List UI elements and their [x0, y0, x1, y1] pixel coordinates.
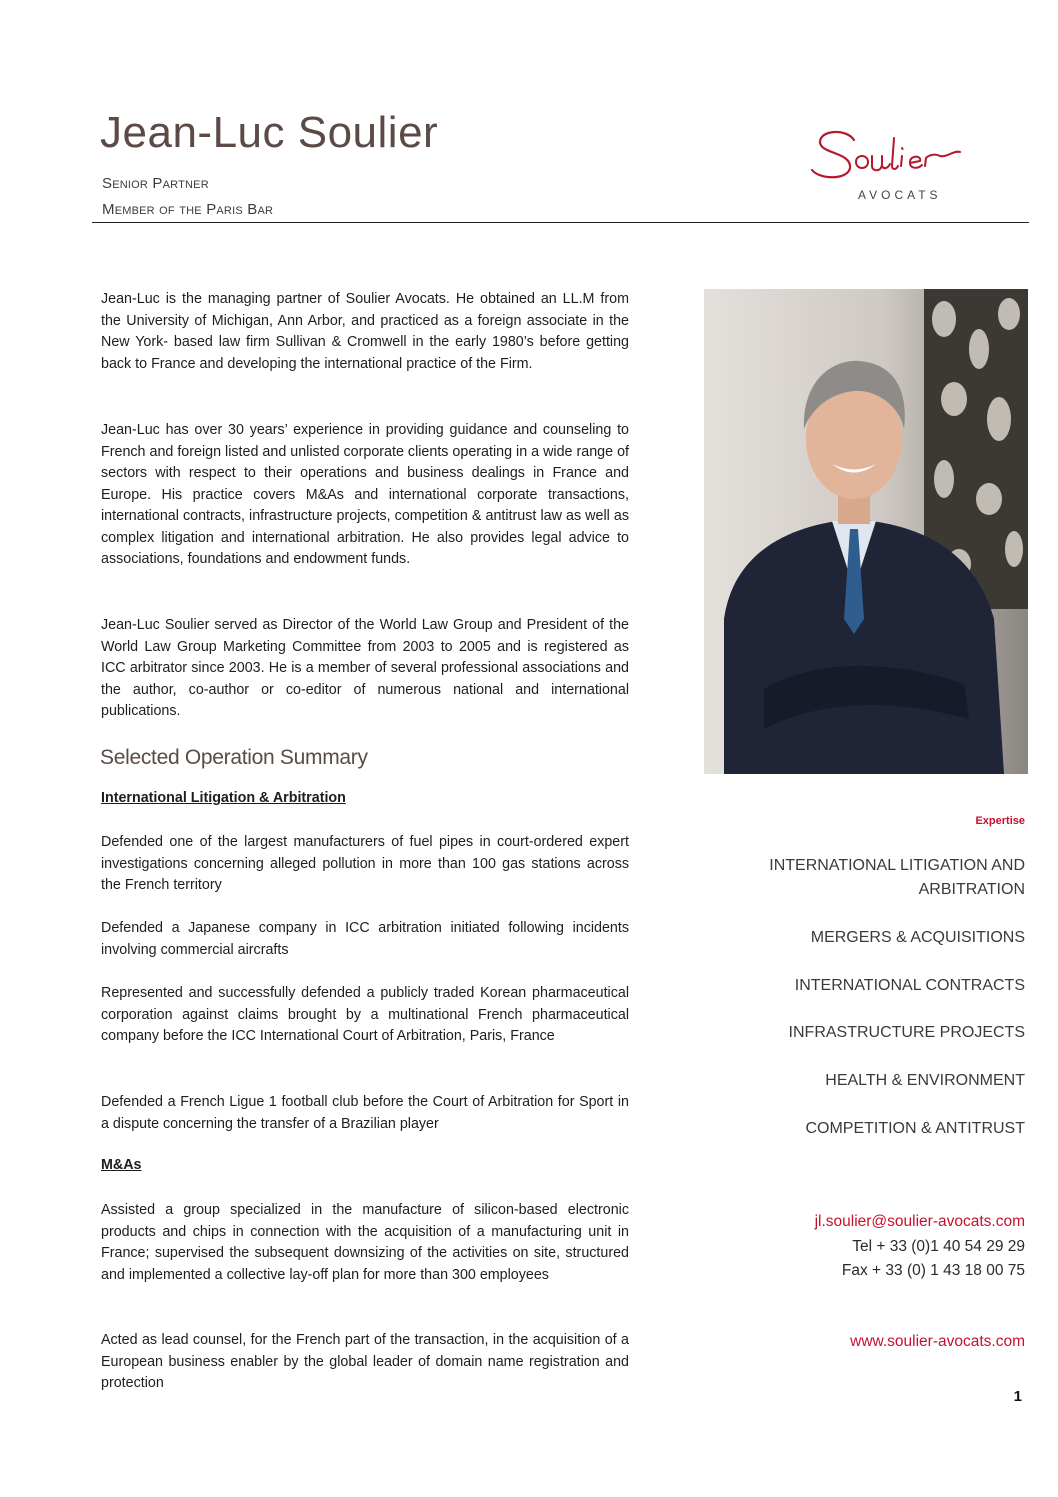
subsection-heading-mas: M&As: [101, 1157, 142, 1173]
page-number: 1: [1013, 1388, 1022, 1405]
bio-paragraph: Jean-Luc is the managing partner of Soulier Avocats. He obtained an LL.M from the University of Michigan, Ann Arbor, and practiced as a foreign associate in the New York- based law firm Sullivan & Cromwell in the early 1980’s before getting back to France and developing the international practice of the Firm.: [101, 291, 629, 372]
header-divider: [92, 222, 1029, 223]
expertise-item: MERGERS & ACQUISITIONS: [810, 929, 1025, 946]
operation-item: Defended a Japanese company in ICC arbitration initiated following incidents involving commercial aircrafts: [101, 920, 629, 958]
bio-paragraph: Jean-Luc Soulier served as Director of the World Law Group and President of the World Law Group Marketing Committee from 2003 to 2005 and is registered as ICC arbitrator since 2003. He is a member of several professional associations and the author, co-author or co-editor of numerous national and international publications.: [101, 617, 629, 719]
operation-item: Represented and successfully defended a publicly traded Korean pharmaceutical corporation against claims brought by a multinational French pharmaceutical company before the ICC International Court of Arbitration, Paris, France: [101, 985, 629, 1044]
bio-paragraph: Jean-Luc has over 30 years’ experience in providing guidance and counseling to French and foreign listed and unlisted corporate clients operating in a wide range of sectors with respect to their operations and business dealings in France and Europe. His practice covers M&As and international corporate transactions, international contracts, infrastructure projects, competition & antitrust law as well as complex litigation and international arbitration. He also provides legal advice to associations, foundations and endowment funds.: [101, 422, 629, 567]
operation-item: Assisted a group specialized in the manufacture of silicon-based electronic products and chips in connection with the acquisition of a manufacturing unit in France; supervised the subsequent downsizing of the activities on site, structured and implemented a collective lay-off plan for more than 300 employees: [101, 1202, 629, 1283]
portrait-photo: [704, 289, 1028, 774]
expertise-label: Expertise: [975, 815, 1025, 827]
expertise-item: INTERNATIONAL CONTRACTS: [794, 977, 1025, 994]
expertise-item: COMPETITION & ANTITRUST: [805, 1120, 1025, 1137]
operation-item: Acted as lead counsel, for the French part of the transaction, in the acquisition of a European business enabler by the global leader of domain name registration and protection: [101, 1332, 629, 1391]
fax-number: Fax + 33 (0) 1 43 18 00 75: [841, 1262, 1025, 1279]
subsection-heading-litigation: International Litigation & Arbitration: [101, 790, 346, 806]
bar-membership: Member of the Paris Bar: [102, 201, 274, 218]
phone-number: Tel + 33 (0)1 40 54 29 29: [852, 1238, 1025, 1255]
firm-logo: [806, 118, 1026, 208]
website-link[interactable]: www.soulier-avocats.com: [850, 1333, 1025, 1350]
operations-heading: Selected Operation Summary: [100, 746, 368, 769]
operation-item: Defended one of the largest manufacturers of fuel pipes in court-ordered expert investigations concerning alleged pollution in more than 100 gas stations across the French territory: [101, 834, 629, 893]
expertise-item: INTERNATIONAL LITIGATION AND ARBITRATION: [769, 857, 1025, 898]
portrait-illustration: [704, 289, 1028, 774]
page-title: Jean-Luc Soulier: [100, 108, 439, 157]
logo-subtitle: AVOCATS: [858, 188, 942, 202]
logo-wordmark-graphic: [806, 118, 1026, 188]
position-title: Senior Partner: [102, 175, 209, 192]
operation-item: Defended a French Ligue 1 football club before the Court of Arbitration for Sport in a dispute concerning the transfer of a Brazilian player: [101, 1094, 629, 1132]
email-link[interactable]: jl.soulier@soulier-avocats.com: [814, 1213, 1025, 1230]
expertise-item: INFRASTRUCTURE PROJECTS: [788, 1024, 1025, 1041]
expertise-item: HEALTH & ENVIRONMENT: [825, 1072, 1025, 1089]
